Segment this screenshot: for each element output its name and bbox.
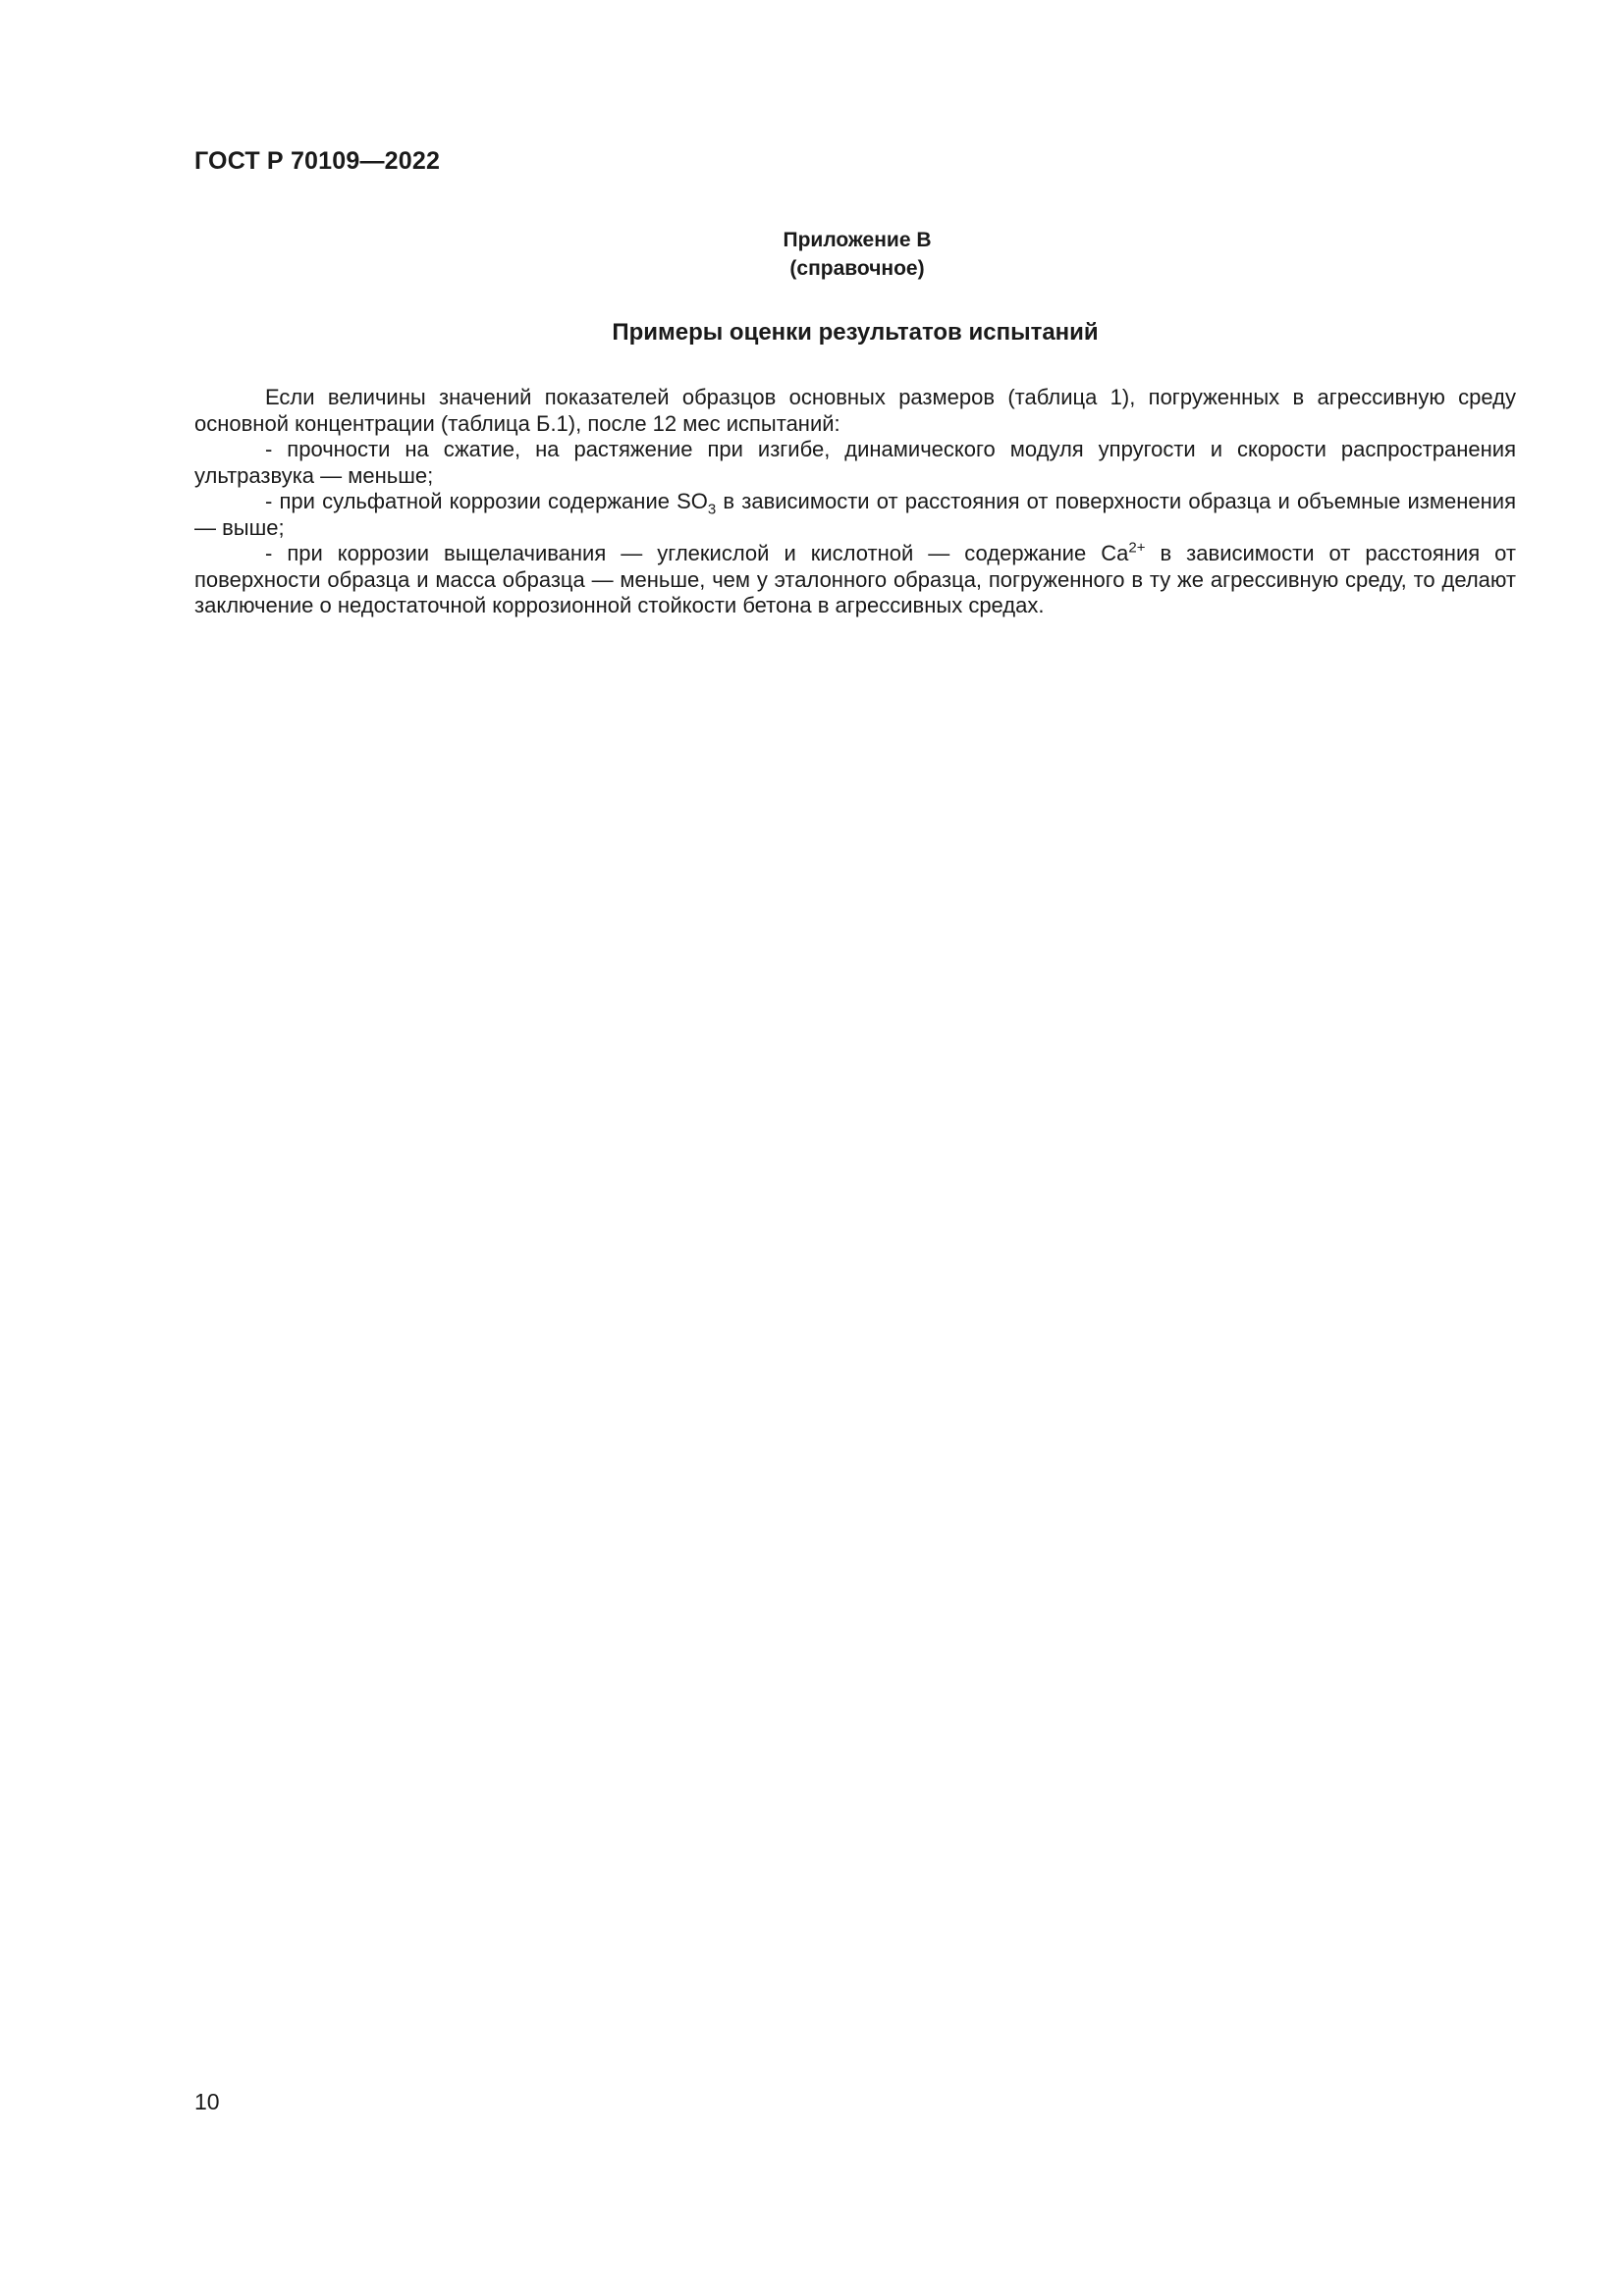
subscript-3: 3 [707, 501, 717, 518]
item-text: в зависимости от расстояния от поверхности образца и объемные изменения — выше; [194, 489, 1516, 540]
section-title: Примеры оценки результатов испытаний [612, 319, 1099, 346]
appendix-kind: (справочное) [789, 257, 925, 280]
paragraph-intro: Если величины значений показателей образцов основных размеров (таблица 1), погруженных в агрессивную среду основной концентрации (таблица Б.1), после 12 мес испытаний: [194, 385, 1516, 436]
item-text: - при коррозии выщелачивания — углекислой и кислотной — содержание Ca [265, 541, 1129, 565]
list-item-sulfate-corrosion [194, 489, 1516, 541]
page-number: 10 [194, 2089, 220, 2114]
body-text [194, 385, 1516, 619]
document-code-header: ГОСТ Р 70109—2022 [194, 147, 441, 175]
list-item-strength: - прочности на сжатие, на растяжение при изгибе, динамического модуля упругости и скорости распространения ультразвука — меньше; [194, 437, 1516, 488]
item-text: - при сульфатной коррозии содержание SO [265, 489, 708, 513]
appendix-title: Приложение В [783, 229, 932, 251]
appendix-heading [0, 226, 1624, 283]
superscript-2plus: 2+ [1128, 539, 1146, 557]
list-item-leaching-corrosion [194, 541, 1516, 619]
item-text: в зависимости от расстояния от поверхности образца и масса образца — меньше, чем у эталонного образца, погруженного в ту же агрессивную среду, то делают заключение о недостаточной коррозионной стойкости бетона в агрессивных средах. [194, 541, 1516, 617]
